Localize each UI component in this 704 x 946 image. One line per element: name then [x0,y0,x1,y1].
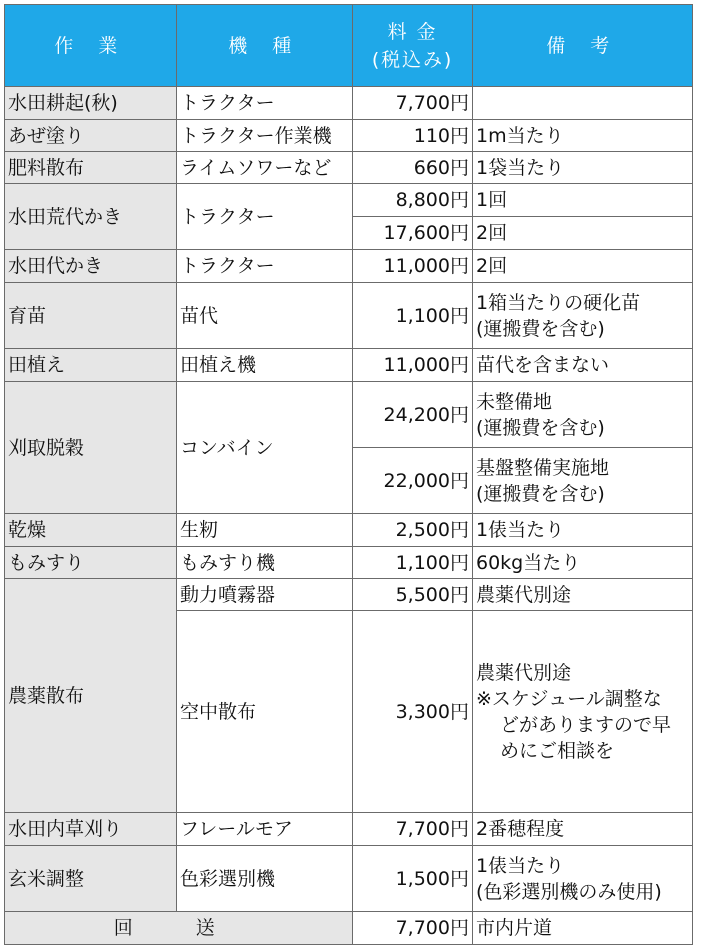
fee-cell: 110円 [353,120,473,152]
machine-cell: 生籾 [177,514,353,547]
note-cell: 農薬代別途 [473,579,693,611]
note-cell [473,611,693,813]
table-row [5,514,693,547]
work-cell: 農薬散布 [5,579,177,813]
table-row [5,283,693,349]
machine-cell: 空中散布 [177,611,353,813]
header-fee [353,5,473,87]
header-fee-line2: (税込み) [371,48,454,71]
machine-cell: フレールモア [177,813,353,846]
fee-cell: 660円 [353,152,473,184]
machine-cell: コンバイン [177,382,353,514]
table-row [5,120,693,152]
note-cell: 1回 [473,184,693,217]
note-line: どがありますので早 [500,713,672,736]
work-cell: 刈取脱穀 [5,382,177,514]
machine-cell: ライムソワーなど [177,152,353,184]
machine-cell: 動力噴霧器 [177,579,353,611]
note-cell [473,448,693,514]
table-row [5,547,693,579]
work-cell: 水田荒代かき [5,184,177,250]
note-line: 農薬代別途 [476,661,572,684]
fee-cell: 22,000円 [353,448,473,514]
work-cell: 水田耕起(秋) [5,87,177,120]
machine-cell: トラクター [177,184,353,250]
fee-cell: 17,600円 [353,217,473,250]
header-row [5,5,693,87]
machine-cell: トラクター [177,87,353,120]
note-line: ※スケジュール調整な [476,687,662,710]
fee-cell: 3,300円 [353,611,473,813]
table-row [5,184,693,217]
note-cell [473,283,693,349]
note-line: 1俵当たり [476,854,565,877]
note-cell [473,382,693,448]
note-cell: 2番穂程度 [473,813,693,846]
work-cell: 肥料散布 [5,152,177,184]
note-cell: 2回 [473,217,693,250]
fee-cell: 7,700円 [353,87,473,120]
fee-cell: 7,700円 [353,912,473,945]
work-cell: 玄米調整 [5,846,177,912]
fee-cell: 24,200円 [353,382,473,448]
note-line: (運搬費を含む) [476,482,605,505]
fee-cell: 1,100円 [353,283,473,349]
table-row [5,250,693,283]
machine-cell: 苗代 [177,283,353,349]
note-cell [473,87,693,120]
note-cell: 1袋当たり [473,152,693,184]
table-row [5,579,693,611]
header-fee-line1: 料 金 [387,20,438,43]
note-cell: 1俵当たり [473,514,693,547]
table-row [5,846,693,912]
table-row [5,87,693,120]
note-line: めにご相談を [500,739,615,762]
work-cell: もみすり [5,547,177,579]
work-cell: 乾燥 [5,514,177,547]
table-row [5,152,693,184]
footer-label: 回 送 [5,912,353,945]
header-note: 備 考 [473,5,693,87]
fee-cell: 1,500円 [353,846,473,912]
table-row [5,349,693,382]
work-cell: 水田代かき [5,250,177,283]
work-cell: あぜ塗り [5,120,177,152]
fee-cell: 7,700円 [353,813,473,846]
footer-row [5,912,693,945]
note-cell: 1m当たり [473,120,693,152]
machine-cell: トラクター作業機 [177,120,353,152]
note-cell: 苗代を含まない [473,349,693,382]
fee-cell: 2,500円 [353,514,473,547]
fee-table [4,4,693,945]
note-line: (運搬費を含む) [476,317,605,340]
fee-cell: 5,500円 [353,579,473,611]
header-work: 作 業 [5,5,177,87]
note-cell: 市内片道 [473,912,693,945]
machine-cell: トラクター [177,250,353,283]
table-row [5,382,693,448]
fee-cell: 11,000円 [353,250,473,283]
fee-cell: 1,100円 [353,547,473,579]
note-line: 基盤整備実施地 [476,456,610,479]
note-line: 未整備地 [476,390,553,413]
table-row [5,813,693,846]
work-cell: 育苗 [5,283,177,349]
header-machine: 機 種 [177,5,353,87]
machine-cell: もみすり機 [177,547,353,579]
machine-cell: 色彩選別機 [177,846,353,912]
work-cell: 水田内草刈り [5,813,177,846]
note-line: (色彩選別機のみ使用) [476,880,662,903]
note-cell: 2回 [473,250,693,283]
machine-cell: 田植え機 [177,349,353,382]
note-cell: 60kg当たり [473,547,693,579]
fee-cell: 11,000円 [353,349,473,382]
fee-cell: 8,800円 [353,184,473,217]
note-line: (運搬費を含む) [476,416,605,439]
work-cell: 田植え [5,349,177,382]
note-cell [473,846,693,912]
note-line: 1箱当たりの硬化苗 [476,291,641,314]
